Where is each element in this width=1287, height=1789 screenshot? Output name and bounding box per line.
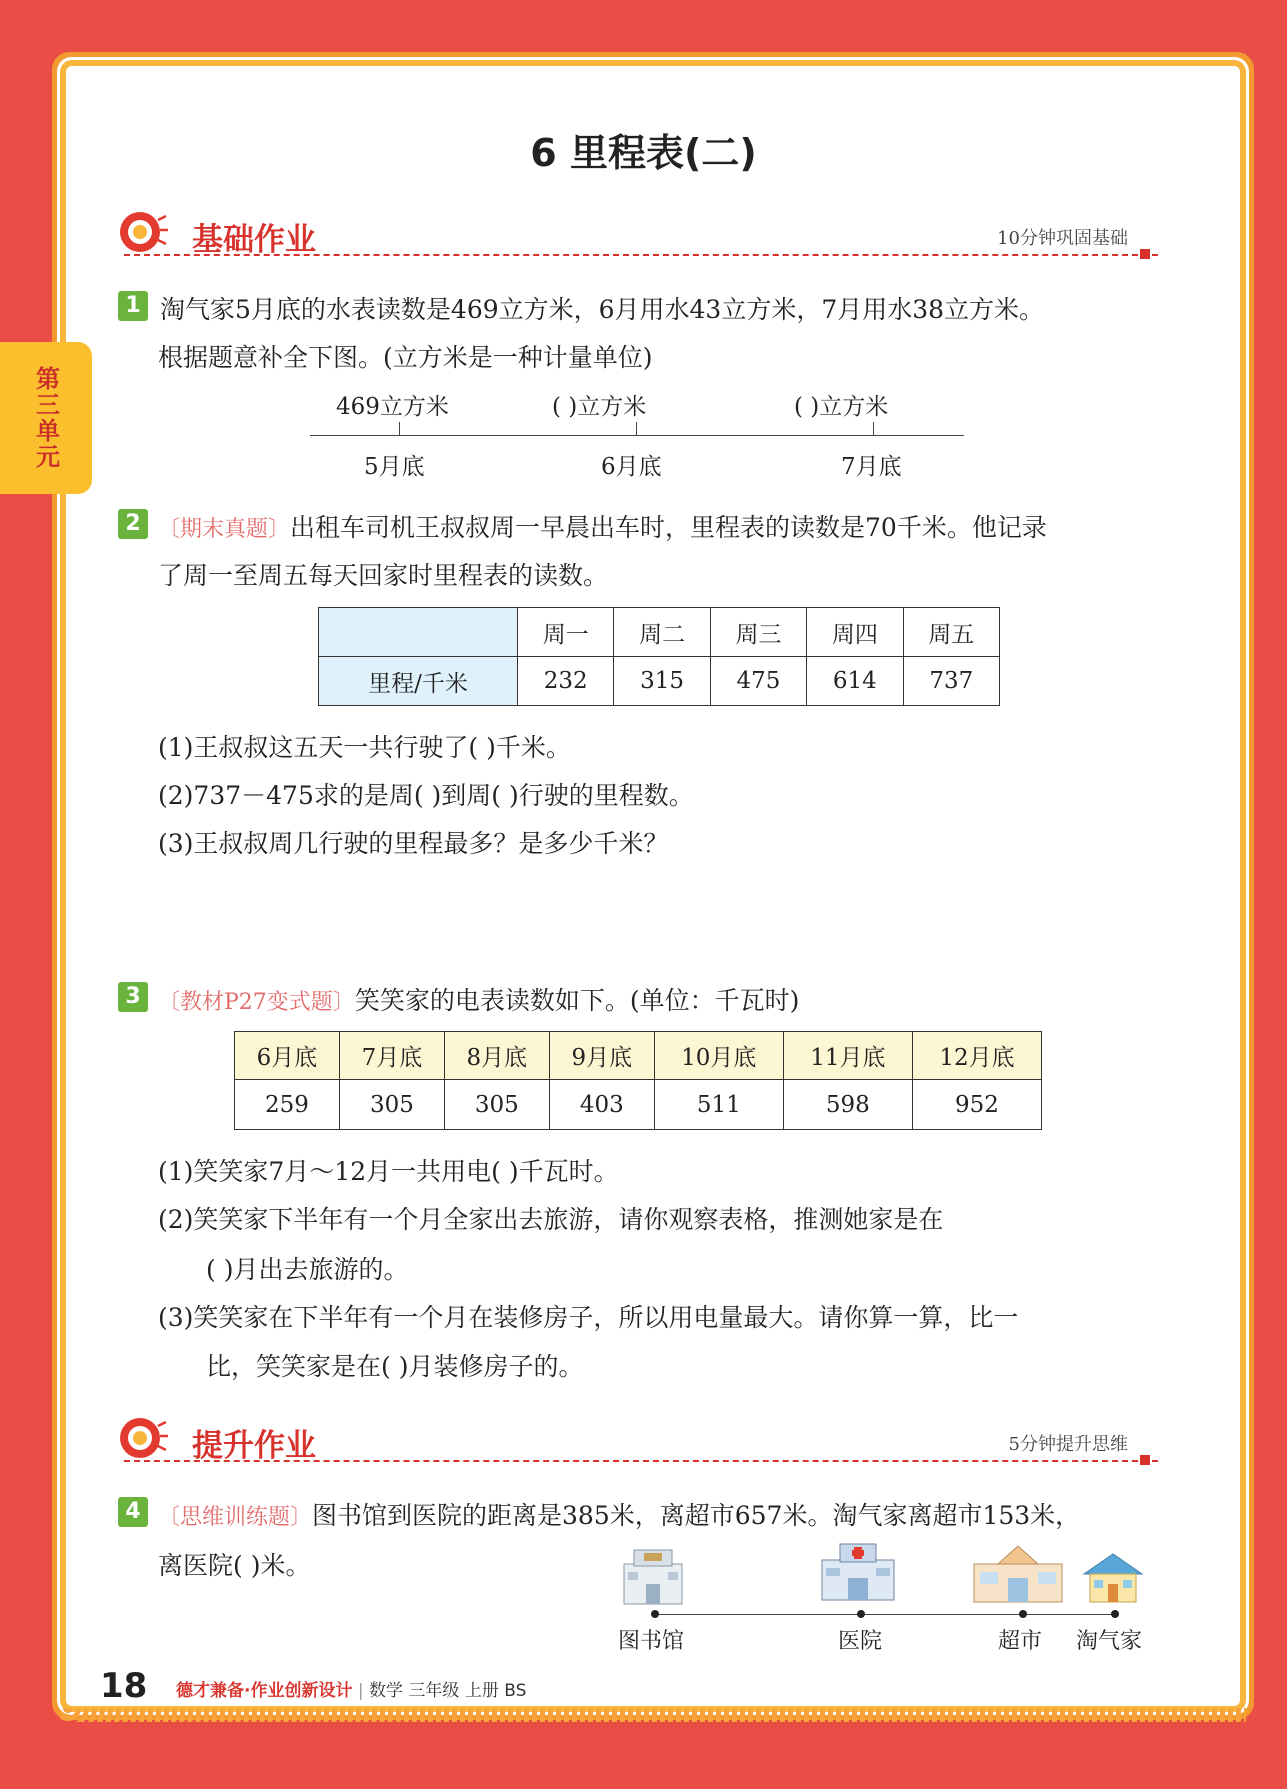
section-label: 基础作业 [192, 222, 316, 258]
page-title: 6 里程表(二) [530, 131, 757, 175]
q1-bottom-label: 5月底 [364, 454, 425, 480]
place-label: 超市 [998, 1629, 1043, 1654]
table-header-cell: 10月底 [654, 1032, 783, 1080]
table-header-cell: 周五 [903, 608, 999, 657]
table-cell: 952 [912, 1080, 1041, 1130]
table-header-cell: 周二 [614, 608, 710, 657]
q3-sub2-line1: (2)笑笑家下半年有一个月全家出去旅游，请你观察表格，推测她家是在 [158, 1205, 944, 1234]
footer-text: 德才兼备·作业创新设计 | 数学 三年级 上册 BS [176, 1681, 527, 1701]
place-label: 医院 [838, 1629, 883, 1654]
supermarket-icon [968, 1540, 1068, 1604]
question-tag: 〔思维训练题〕 [158, 1505, 313, 1530]
table-cell: 737 [903, 657, 999, 706]
table-cell: 598 [783, 1080, 912, 1130]
q4-text-line2: 离医院( )米。 [158, 1551, 311, 1580]
lamp-icon [118, 1416, 170, 1464]
hospital-point [857, 1610, 865, 1618]
q2-sub1: (1)王叔叔这五天一共行驶了( )千米。 [158, 733, 571, 762]
dashed-rule [124, 1460, 1158, 1462]
q1-bottom-label: 7月底 [841, 454, 902, 480]
q1-top-label: ( )立方米 [552, 394, 647, 420]
q3-sub3-line1: (3)笑笑家在下半年有一个月在装修房子，所以用电量最大。请你算一算，比一 [158, 1303, 1019, 1332]
table-header-cell: 周一 [518, 608, 614, 657]
table-cell: 403 [549, 1080, 654, 1130]
q4-text-line1: 〔思维训练题〕图书馆到医院的距离是385米，离超市657米。淘气家离超市153米， [158, 1501, 1081, 1530]
table-cell: 315 [614, 657, 710, 706]
table-cell: 232 [518, 657, 614, 706]
house-icon [1080, 1550, 1146, 1604]
section-header-basic [118, 210, 1158, 262]
table-row-label: 里程/千米 [319, 657, 518, 706]
table-header-cell: 周四 [807, 608, 903, 657]
q3-meter-table [234, 1031, 1042, 1130]
place-label: 图书馆 [618, 1629, 685, 1654]
table-header-cell: 周三 [710, 608, 806, 657]
table-header-cell: 9月底 [549, 1032, 654, 1080]
question-number: 4 [118, 1497, 148, 1527]
q1-tick [873, 422, 874, 436]
unit-tab-label: 第三单元 [31, 366, 60, 470]
table-header-cell: 11月底 [783, 1032, 912, 1080]
q3-sub1: (1)笑笑家7月～12月一共用电( )千瓦时。 [158, 1157, 619, 1186]
place-label: 淘气家 [1076, 1629, 1143, 1654]
question-number: 1 [118, 291, 148, 321]
question-number: 2 [118, 509, 148, 539]
q3-text-line1: 〔教材P27变式题〕笑笑家的电表读数如下。(单位：千瓦时) [158, 986, 800, 1015]
table-header-cell: 12月底 [912, 1032, 1041, 1080]
library-icon [616, 1546, 690, 1608]
q1-tick [399, 422, 400, 436]
q2-text-line2: 了周一至周五每天回家时里程表的读数。 [158, 561, 609, 590]
footer-info: 数学 三年级 上册 BS [369, 1681, 527, 1701]
page-number: 18 [100, 1666, 148, 1706]
q1-text-line2: 根据题意补全下图。(立方米是一种计量单位) [158, 343, 653, 372]
q2-text-line1: 〔期末真题〕出租车司机王叔叔周一早晨出车时，里程表的读数是70千米。他记录 [158, 513, 1047, 542]
bottom-wave-border [60, 1708, 1246, 1722]
table-cell: 475 [710, 657, 806, 706]
question-number: 3 [118, 982, 148, 1012]
section-label: 提升作业 [192, 1428, 316, 1464]
section-note: 5分钟提升思维 [1008, 1434, 1128, 1455]
table-header-cell: 7月底 [339, 1032, 444, 1080]
q1-bottom-label: 6月底 [601, 454, 662, 480]
table-header-cell: 6月底 [235, 1032, 340, 1080]
rule-end-marker [1140, 249, 1150, 259]
q1-top-label: 469立方米 [336, 394, 449, 420]
footer-brand: 德才兼备·作业创新设计 [176, 1681, 353, 1701]
q1-tick [636, 422, 637, 436]
question-tag: 〔教材P27变式题〕 [158, 990, 355, 1015]
question-tag: 〔期末真题〕 [158, 517, 291, 542]
unit-tab [0, 342, 92, 494]
library-point [651, 1610, 659, 1618]
section-header-advanced [118, 1416, 1158, 1468]
table-corner-cell [319, 608, 518, 657]
table-cell: 259 [235, 1080, 340, 1130]
hospital-icon [816, 1538, 900, 1604]
table-header-cell: 8月底 [444, 1032, 549, 1080]
rule-end-marker [1140, 1455, 1150, 1465]
table-cell: 305 [339, 1080, 444, 1130]
q2-mileage-table [318, 607, 1000, 706]
dashed-rule [124, 254, 1158, 256]
q3-sub2-line2: ( )月出去旅游的。 [206, 1255, 409, 1284]
table-cell: 511 [654, 1080, 783, 1130]
q1-number-line [310, 435, 964, 436]
q3-sub3-line2: 比，笑笑家是在( )月装修房子的。 [206, 1352, 584, 1381]
q1-top-label: ( )立方米 [794, 394, 889, 420]
supermarket-point [1019, 1610, 1027, 1618]
q1-text-line1: 淘气家5月底的水表读数是469立方米，6月用水43立方米，7月用水38立方米。 [160, 295, 1045, 324]
table-cell: 305 [444, 1080, 549, 1130]
table-cell: 614 [807, 657, 903, 706]
q4-route-line [654, 1614, 1114, 1615]
q2-sub3: (3)王叔叔周几行驶的里程最多？是多少千米？ [158, 829, 669, 858]
home-point [1111, 1610, 1119, 1618]
lamp-icon [118, 210, 170, 258]
section-note: 10分钟巩固基础 [997, 228, 1128, 249]
q2-sub2: (2)737－475求的是周( )到周( )行驶的里程数。 [158, 781, 694, 810]
